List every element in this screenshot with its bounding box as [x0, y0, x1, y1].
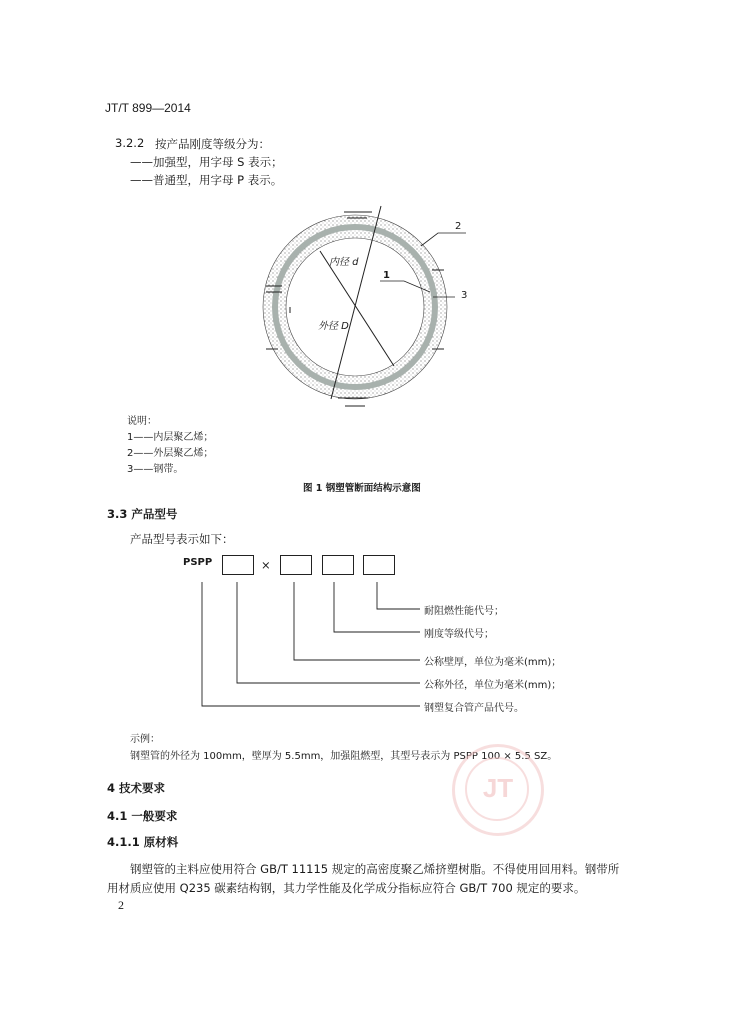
legend-title: 说明：	[127, 416, 157, 427]
annotation-wall-thickness: 公称壁厚，单位为毫米(mm)；	[424, 657, 562, 668]
paragraph-line: 用材质应使用 Q235 碳素结构钢，其力学性能及化学成分指标应符合 GB/T 700 规定的要求。	[107, 881, 586, 895]
annotation-product-code: 钢塑复合管产品代号。	[424, 703, 524, 714]
legend-item: 1——内层聚乙烯；	[127, 432, 214, 443]
annotation-flame-retardant: 耐阻燃性能代号；	[424, 606, 504, 617]
paragraph-line: 钢塑管的主料应使用符合 GB/T 11115 规定的高密度聚乙烯挤塑树脂。不得使用回用料。钢带所	[130, 862, 620, 876]
times-sign: ×	[261, 558, 271, 572]
legend-item: 3——钢带。	[127, 464, 184, 475]
callout-2: 2	[455, 221, 462, 232]
annotation-outer-diameter: 公称外径，单位为毫米(mm)；	[424, 680, 562, 691]
page-number: 2	[118, 898, 124, 912]
figure-caption: 图 1 钢塑管断面结构示意图	[303, 483, 421, 494]
list-item: ——加强型，用字母 S 表示；	[130, 155, 283, 169]
model-box-outer-diameter	[222, 555, 254, 575]
callout-3: 3	[461, 290, 468, 301]
standard-code: JT/T 899—2014	[105, 101, 191, 115]
annotation-stiffness: 刚度等级代号；	[424, 629, 494, 640]
section-3-2-2-number: 3.2.2	[115, 136, 145, 150]
example-title: 示例：	[130, 734, 160, 745]
legend-item: 2——外层聚乙烯；	[127, 448, 214, 459]
example-text: 钢塑管的外径为 100mm，壁厚为 5.5mm，加强阻燃型，其型号表示为 PSPP 100 × 5.5 SZ。	[130, 751, 558, 762]
list-item: ——普通型，用字母 P 表示。	[130, 173, 283, 187]
watermark-text: JT	[482, 773, 514, 803]
section-4-1-heading: 4.1 一般要求	[107, 809, 178, 823]
model-prefix: PSPP	[183, 557, 213, 568]
callout-1: 1	[383, 270, 390, 281]
inner-diameter-label: 内径 d	[329, 257, 359, 268]
section-4-1-1-heading: 4.1.1 原材料	[107, 835, 179, 849]
section-3-2-2-text: 按产品刚度等级分为：	[155, 137, 270, 151]
model-box-stiffness	[322, 555, 354, 575]
model-box-wall-thickness	[280, 555, 312, 575]
jt-watermark-stamp	[452, 744, 544, 836]
section-3-3-intro: 产品型号表示如下：	[130, 532, 234, 546]
section-4-heading: 4 技术要求	[107, 781, 166, 795]
section-3-3-heading: 3.3 产品型号	[107, 507, 178, 521]
outer-diameter-label: 外径 D	[318, 321, 349, 332]
model-box-flame-retardant	[363, 555, 395, 575]
